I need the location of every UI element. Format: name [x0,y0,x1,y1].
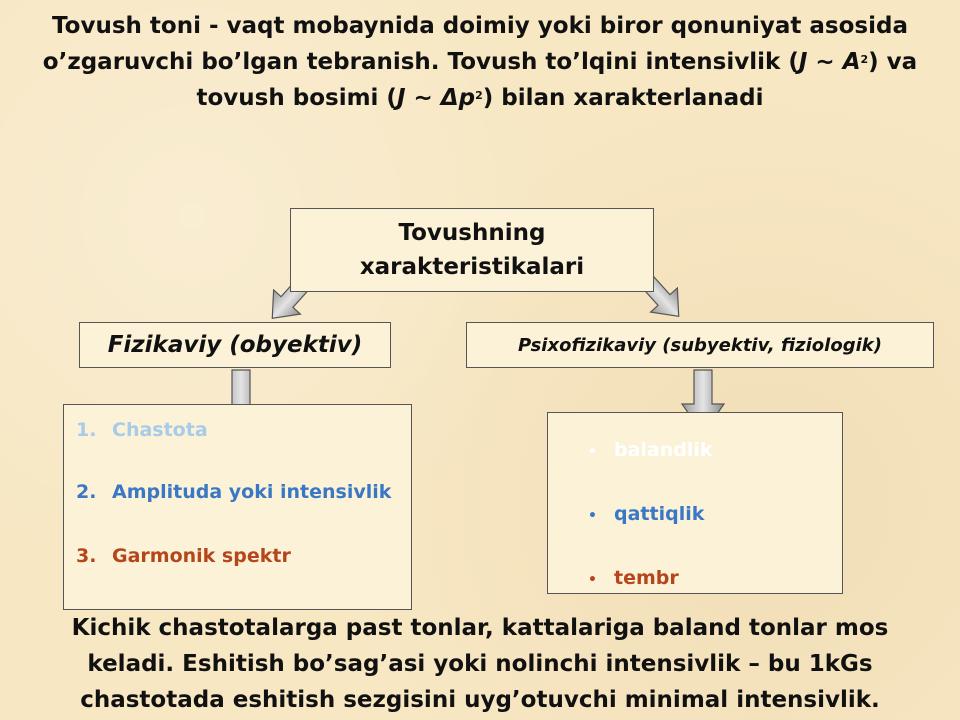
psycho-item-1 [588,439,713,461]
intensity-formula: J ~ A [798,49,861,75]
psycho-item-1-bullet: • [588,444,597,460]
heading-line-2-end: ) va [868,49,918,75]
physical-item-2 [76,481,391,503]
psycho-item-1-label: balandlik [614,439,713,461]
psychophysical-list-box [547,412,843,594]
pressure-exponent: 2 [475,89,483,102]
physical-box [79,322,391,368]
footer-line-2: keladi. Eshitish bo’sag’asi yoki nolinchi intensivlik – bu 1kGs [87,651,873,677]
footer-line-1: Kichik chastotalarga past tonlar, kattalariga baland tonlar mos [71,615,889,641]
heading-line-3-end: ) bilan xarakterlanadi [482,85,764,111]
characteristics-box [290,208,654,292]
physical-title: Fizikaviy (obyektiv) [107,332,363,358]
physical-item-3 [76,545,291,567]
physical-item-3-number: 3. [76,545,97,567]
psycho-item-2-bullet: • [588,508,597,524]
heading-line-1: Tovush toni - vaqt mobaynida doimiy yoki biror qonuniyat asosida [52,13,908,39]
physical-list-box [63,404,412,610]
physical-item-1 [76,419,208,441]
physical-item-1-label: Chastota [112,419,208,441]
footer-line-3: chastotada eshitish sezgisini uyg’otuvchi minimal intensivlik. [80,687,880,713]
psychophysical-box [466,322,934,368]
heading-line-2-start: o’zgaruvchi bo’lgan tebranish. Tovush to’lqini intensivlik ( [42,49,799,75]
physical-item-2-number: 2. [76,481,97,503]
psycho-item-3-bullet: • [588,572,597,588]
psychophysical-title: Psixofizikaviy (subyektiv, fiziologik) [518,334,882,356]
characteristics-line-1: Tovushning [398,220,546,246]
characteristics-line-2: xarakteristikalari [359,254,585,280]
psycho-item-3-label: tembr [614,567,679,589]
footer-text [20,610,940,718]
psycho-item-2 [588,503,704,525]
physical-item-1-number: 1. [76,419,97,441]
intensity-exponent: 2 [860,53,869,66]
pressure-formula: J ~ Δp [396,85,476,111]
physical-item-3-label: Garmonik spektr [112,545,291,567]
psycho-item-2-label: qattiqlik [614,503,705,525]
psycho-item-3 [588,567,679,589]
physical-item-2-label: Amplituda yoki intensivlik [112,481,392,503]
heading-line-3-start: tovush bosimi ( [196,85,397,111]
